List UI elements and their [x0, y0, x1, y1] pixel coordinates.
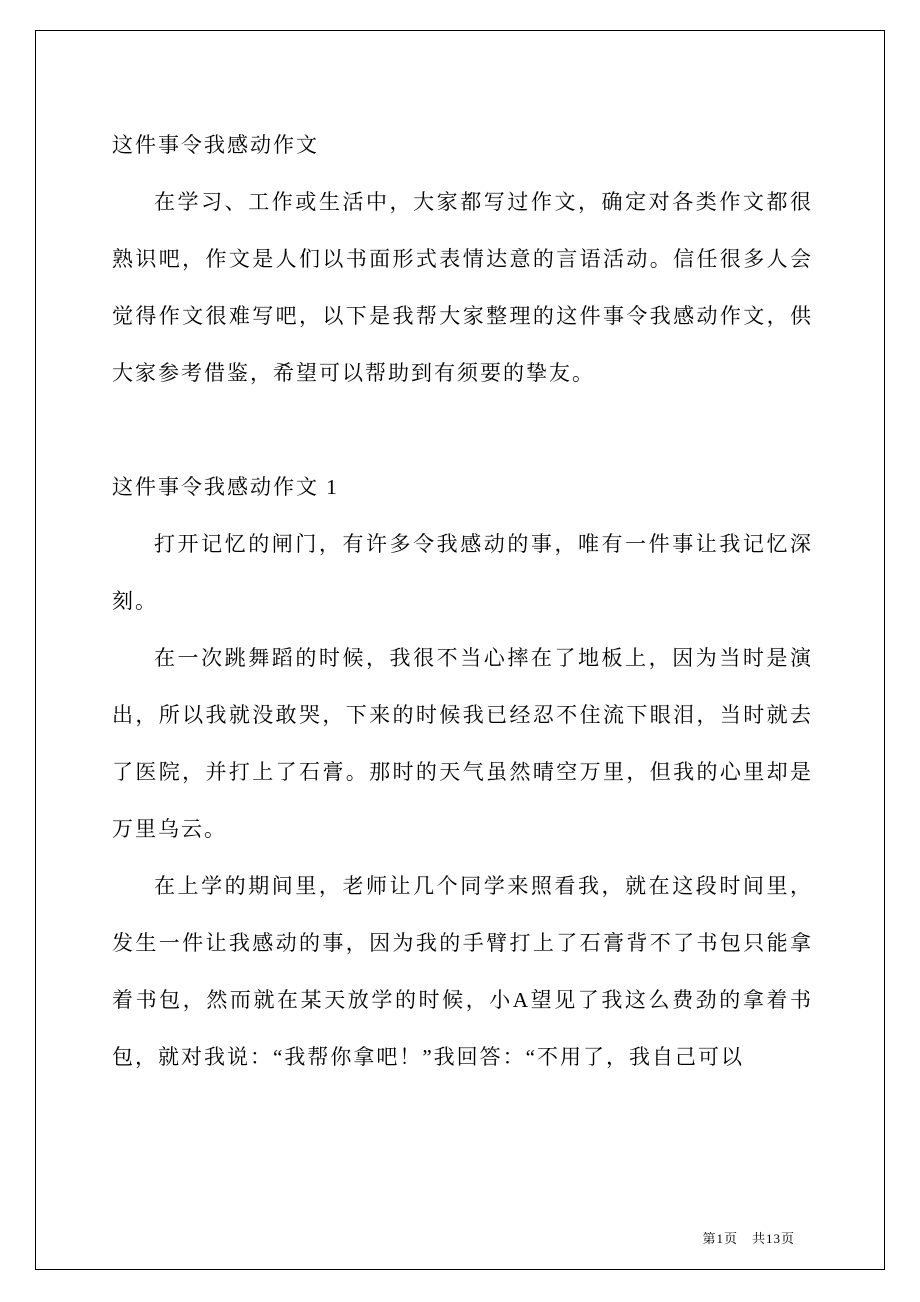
document-content	[112, 117, 813, 1086]
paragraph-spacer	[112, 402, 813, 459]
section-heading: 这件事令我感动作文 1	[112, 475, 339, 499]
page-number-footer: 第1页 共13页	[702, 1231, 795, 1246]
document-title: 这件事令我感动作文	[112, 133, 319, 157]
paragraph: 打开记忆的闸门，有许多令我感动的事，唯有一件事让我记忆深刻。	[112, 532, 813, 613]
intro-paragraph: 在学习、工作或生活中，大家都写过作文，确定对各类作文都很熟识吧，作文是人们以书面形式表情达意的言语活动。信任很多人会觉得作文很难写吧，以下是我帮大家整理的这件事令我感动作文，供大家参考借鉴，希望可以帮助到有须要的挚友。	[112, 190, 813, 385]
paragraph: 在一次跳舞蹈的时候，我很不当心摔在了地板上，因为当时是演出，所以我就没敢哭，下来的时候我已经忍不住流下眼泪，当时就去了医院，并打上了石膏。那时的天气虽然晴空万里，但我的心里却是万里乌云。	[112, 646, 813, 841]
paragraph: 在上学的期间里，老师让几个同学来照看我，就在这段时间里，发生一件让我感动的事，因为我的手臂打上了石膏背不了书包只能拿着书包，然而就在某天放学的时候，小A望见了我这么费劲的拿着书包，就对我说：“我帮你拿吧！”我回答：“不用了，我自己可以	[112, 874, 813, 1069]
